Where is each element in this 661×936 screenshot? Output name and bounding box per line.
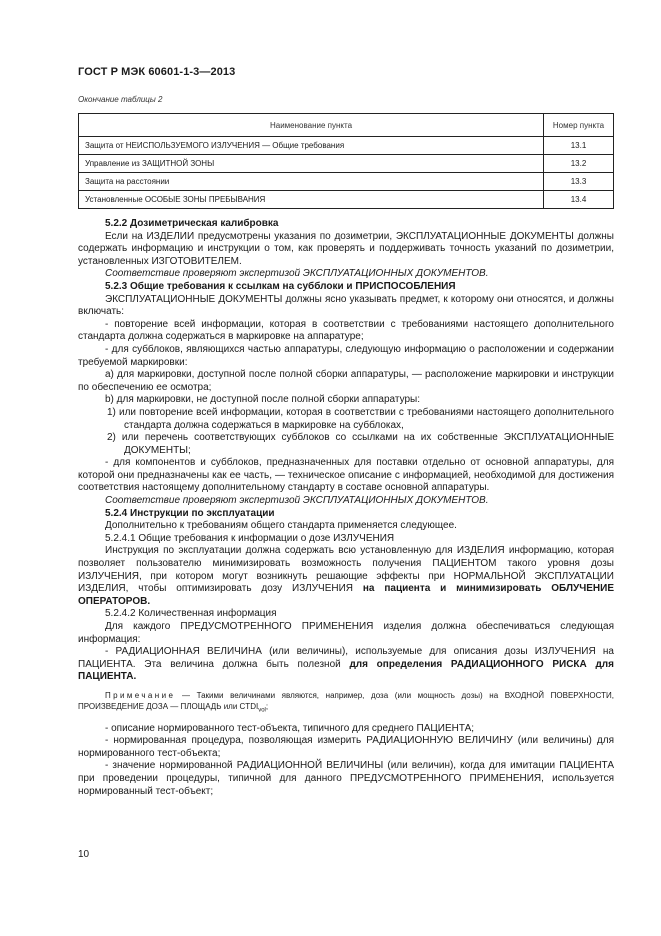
note <box>78 690 614 717</box>
page-number: 10 <box>78 849 90 860</box>
list-item: - повторение всей информации, которая в соответствии с требованиями настоящего дополнительного стандарта должна содержаться в маркировке на аппаратуре; <box>78 318 614 343</box>
table-cell-name: Установленные ОСОБЫЕ ЗОНЫ ПРЕБЫВАНИЯ <box>79 191 544 209</box>
note-end: ; <box>265 701 269 711</box>
paragraph: Если на ИЗДЕЛИИ предусмотрены указания по дозиметрии, ЭКСПЛУАТАЦИОННЫЕ ДОКУМЕНТЫ должны содержать информацию и инструкции о том, как проверять и поддерживать точность указаний по дозиметрии, установленных ИЗГОТОВИТЕЛЕМ. <box>78 230 614 267</box>
table-header-row <box>79 114 614 137</box>
paragraph: Для каждого ПРЕДУСМОТРЕННОГО ПРИМЕНЕНИЯ изделия должна обеспечиваться следующая информация: <box>78 621 614 645</box>
list-item <box>78 646 614 684</box>
paragraph <box>78 545 614 608</box>
list-item: а) для маркировки, доступной после полной сборки аппаратуры, — расположение маркировки и инструкции по обеспечению ее осмотра; <box>78 369 614 393</box>
table-cell-name: Защита на расстоянии <box>79 173 544 191</box>
compliance-statement: Соответствие проверяют экспертизой ЭКСПЛУАТАЦИОННЫХ ДОКУМЕНТОВ. <box>105 268 489 280</box>
table-cell-number: 13.1 <box>544 137 614 155</box>
table-row <box>79 191 614 209</box>
section-heading-5-2-2: 5.2.2 Дозиметрическая калибровка <box>105 218 279 229</box>
column-header-number: Номер пункта <box>544 114 614 137</box>
sub-list-item: 2) или перечень соответствующих субблоков со ссылками на их собственные ЭКСПЛУАТАЦИОННЫЕ ДОКУМЕНТЫ; <box>107 432 614 456</box>
table-row <box>79 173 614 191</box>
standard-header: ГОСТ Р МЭК 60601-1-3—2013 <box>78 66 236 78</box>
sub-list-item: 1) или повторение всей информации, которая в соответствии с требованиями настоящего дополнительного стандарта должна содержаться в маркировке на субблоках, <box>107 406 614 431</box>
table-caption: Окончание таблицы 2 <box>78 95 163 104</box>
section-heading-5-2-4: 5.2.4 Инструкции по эксплуатации <box>105 507 275 519</box>
list-item: b) для маркировки, не доступной после полной сборки аппаратуры: <box>105 394 421 406</box>
table-cell-number: 13.4 <box>544 191 614 209</box>
table-cell-number: 13.2 <box>544 155 614 173</box>
note-text: — Такими величинами являются, например, доза (или мощность дозы) на ВХОДНОЙ ПОВЕРХНОСТИ, ПРОИЗВЕДЕНИЕ ДОЗА — ПЛОЩАДЬ или CTDI <box>78 690 614 711</box>
items-table <box>78 113 614 209</box>
paragraph-text-bold: на пациента и минимизировать ОБЛУЧЕНИЕ ОПЕРАТОРОВ. <box>78 583 614 607</box>
table-cell-name: Управление из ЗАЩИТНОЙ ЗОНЫ <box>79 155 544 173</box>
compliance-statement: Соответствие проверяют экспертизой ЭКСПЛУАТАЦИОННЫХ ДОКУМЕНТОВ. <box>105 495 489 507</box>
list-item-text: - РАДИАЦИОННАЯ ВЕЛИЧИНА (или величины), используемые для описания дозы ИЗЛУЧЕНИЯ на ПАЦИЕНТА. Эта величина должна быть полезной <box>78 646 614 670</box>
list-item-text-bold: для определения РАДИАЦИОННОГО РИСКА для ПАЦИЕНТА. <box>78 658 614 683</box>
table-row <box>79 155 614 173</box>
subsection-heading-5-2-4-2: 5.2.4.2 Количественная информация <box>105 608 277 620</box>
section-heading-5-2-3: 5.2.3 Общие требования к ссылкам на субблоки и ПРИСПОСОБЛЕНИЯ <box>105 280 456 292</box>
list-item: - описание нормированного тест-объекта, типичного для среднего ПАЦИЕНТА; <box>105 722 475 734</box>
list-item: - значение нормированной РАДИАЦИОННОЙ ВЕЛИЧИНЫ (или величин), когда для имитации ПАЦИЕНТА при проведении процедуры, типичной для данного ПРЕДУСМОТРЕННОГО ПРИМЕНЕНИЯ, используется нормированный тест-объект; <box>78 760 614 797</box>
column-header-name: Наименование пункта <box>79 114 544 137</box>
list-item: - для компонентов и субблоков, предназначенных для поставки отдельно от основной аппаратуры, для которой они предназначены как ее часть, — техническое описание с информацией, необходимой для достижения соответствия настоящему дополнительному стандарту в составе основной аппаратуры. <box>78 457 614 494</box>
list-item: - нормированная процедура, позволяющая измерить РАДИАЦИОННУЮ ВЕЛИЧИНУ (или величины) для нормированного тест-объекта; <box>78 735 614 759</box>
document-body <box>78 218 614 798</box>
note-label: Примечание <box>105 690 176 700</box>
table-row <box>79 137 614 155</box>
list-item: - для субблоков, являющихся частью аппаратуры, следующую информацию о расположении и содержании требуемой маркировки: <box>78 343 614 368</box>
paragraph-text: Инструкция по эксплуатации должна содержать всю установленную для ИЗДЕЛИЯ информацию, которая позволяет пользователю минимизировать возможность получения ПАЦИЕНТОМ такого уровня дозы ИЗЛУЧЕНИЯ, при котором могут возникнуть решающие эффекты при НОРМАЛЬНОЙ ЭКСПЛУАТАЦИИ ИЗДЕЛИЯ, чтобы оптимизировать дозу ИЗЛУЧЕНИЯ <box>78 545 614 595</box>
subsection-heading-5-2-4-1: 5.2.4.1 Общие требования к информации о дозе ИЗЛУЧЕНИЯ <box>105 532 395 544</box>
paragraph: Дополнительно к требованиям общего стандарта применяется следующее. <box>105 520 457 532</box>
table-cell-name: Защита от НЕИСПОЛЬЗУЕМОГО ИЗЛУЧЕНИЯ — Общие требования <box>79 137 544 155</box>
note-subscript: vol <box>258 707 266 714</box>
paragraph: ЭКСПЛУАТАЦИОННЫЕ ДОКУМЕНТЫ должны ясно указывать предмет, к которому они относятся, и должны включать: <box>78 293 614 318</box>
table-cell-number: 13.3 <box>544 173 614 191</box>
